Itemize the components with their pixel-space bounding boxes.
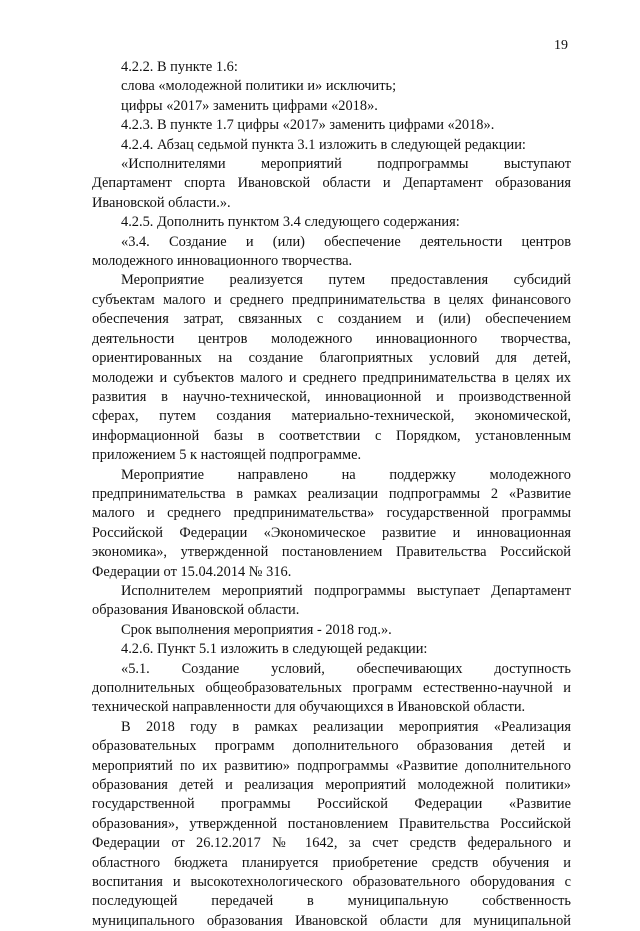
text-line: сферах, путем создания материально-технической, экономической, <box>92 408 571 425</box>
text-line: 4.2.6. Пункт 5.1 изложить в следующей редакции: <box>121 641 428 658</box>
text-line: Мероприятие реализуется путем предоставления субсидий <box>121 272 571 289</box>
text-line: «Исполнителями мероприятий подпрограммы выступают <box>121 156 571 173</box>
text-line: образования детей и реализация мероприятий молодежной политики» <box>92 777 571 794</box>
page-number: 19 <box>554 38 568 53</box>
text-line: обеспечения затрат, связанных с созданием и (или) обеспечением <box>92 311 571 328</box>
text-line: предпринимательства в рамках реализации подпрограммы 2 «Развитие <box>92 485 571 502</box>
text-line: воспитания и высокотехнологического образовательного оборудования с <box>92 874 571 891</box>
text-line: 4.2.3. В пункте 1.7 цифры «2017» заменить цифрами «2018». <box>121 117 495 134</box>
text-line: Мероприятие направлено на поддержку молодежного <box>121 466 571 483</box>
text-line: образования», утвержденной постановлением Правительства Российской <box>92 815 571 832</box>
text-line: Департамент спорта Ивановской области и Департамент образования <box>92 175 571 192</box>
document-body <box>92 58 571 931</box>
text-line: «5.1. Создание условий, обеспечивающих доступность <box>121 660 571 677</box>
text-line: Срок выполнения мероприятия - 2018 год.». <box>121 621 392 638</box>
text-line: образования Ивановской области. <box>92 602 300 619</box>
text-line: цифры «2017» заменить цифрами «2018». <box>121 97 378 114</box>
text-line: Федерации от 15.04.2014 № 316. <box>92 563 292 580</box>
text-line: ориентированных на создание благоприятных условий для детей, <box>92 350 571 367</box>
text-line: «3.4. Создание и (или) обеспечение деятельности центров <box>121 233 571 250</box>
text-line: образовательных программ дополнительного образования детей и <box>92 738 571 755</box>
text-line: 4.2.4. Абзац седьмой пункта 3.1 изложить в следующей редакции: <box>121 136 526 153</box>
text-line: дополнительных общеобразовательных программ естественно-научной и <box>92 680 571 696</box>
text-line: областного бюджета планируется приобретение средств обучения и <box>92 854 571 871</box>
text-line: слова «молодежной политики и» исключить; <box>121 78 397 95</box>
text-line: Ивановской области.». <box>92 194 231 211</box>
text-line: 4.2.5. Дополнить пунктом 3.4 следующего содержания: <box>121 214 460 231</box>
text-line: приложением 5 к настоящей подпрограмме. <box>92 447 362 464</box>
text-line: субъектам малого и среднего предпринимательства в целях финансового <box>92 291 571 308</box>
text-line: развития в научно-технической, инновационной и производственной <box>92 388 571 405</box>
text-line: молодежи и субъектов малого и среднего предпринимательства в целях их <box>92 369 571 386</box>
text-line: В 2018 году в рамках реализации мероприятия «Реализация <box>121 718 571 735</box>
text-line: экономика», утвержденной постановлением Правительства Российской <box>92 544 571 561</box>
text-line: муниципального образования Ивановской области для муниципальной <box>92 912 571 929</box>
text-line: деятельности центров молодежного инновационного творчества, <box>92 330 571 347</box>
text-line: последующей передачей в муниципальную собственность <box>92 893 571 910</box>
text-line: информационной базы в соответствии с Порядком, установленным <box>92 427 571 444</box>
text-line: мероприятий по их развитию» подпрограммы «Развитие дополнительного <box>92 757 571 774</box>
text-line: Российской Федерации «Экономическое развитие и инновационная <box>92 524 571 541</box>
text-line: молодежного инновационного творчества. <box>92 253 353 270</box>
text-line: государственной программы Российской Федерации «Развитие <box>92 796 571 813</box>
text-line: Исполнителем мероприятий подпрограммы выступает Департамент <box>121 582 571 599</box>
text-line: технической направленности для обучающихся в Ивановской области. <box>92 699 526 716</box>
text-line: 4.2.2. В пункте 1.6: <box>121 59 238 75</box>
text-line: малого и среднего предпринимательства» государственной программы <box>92 505 571 522</box>
text-line: Федерации от 26.12.2017 № 1642, за счет средств федерального и <box>92 835 571 852</box>
